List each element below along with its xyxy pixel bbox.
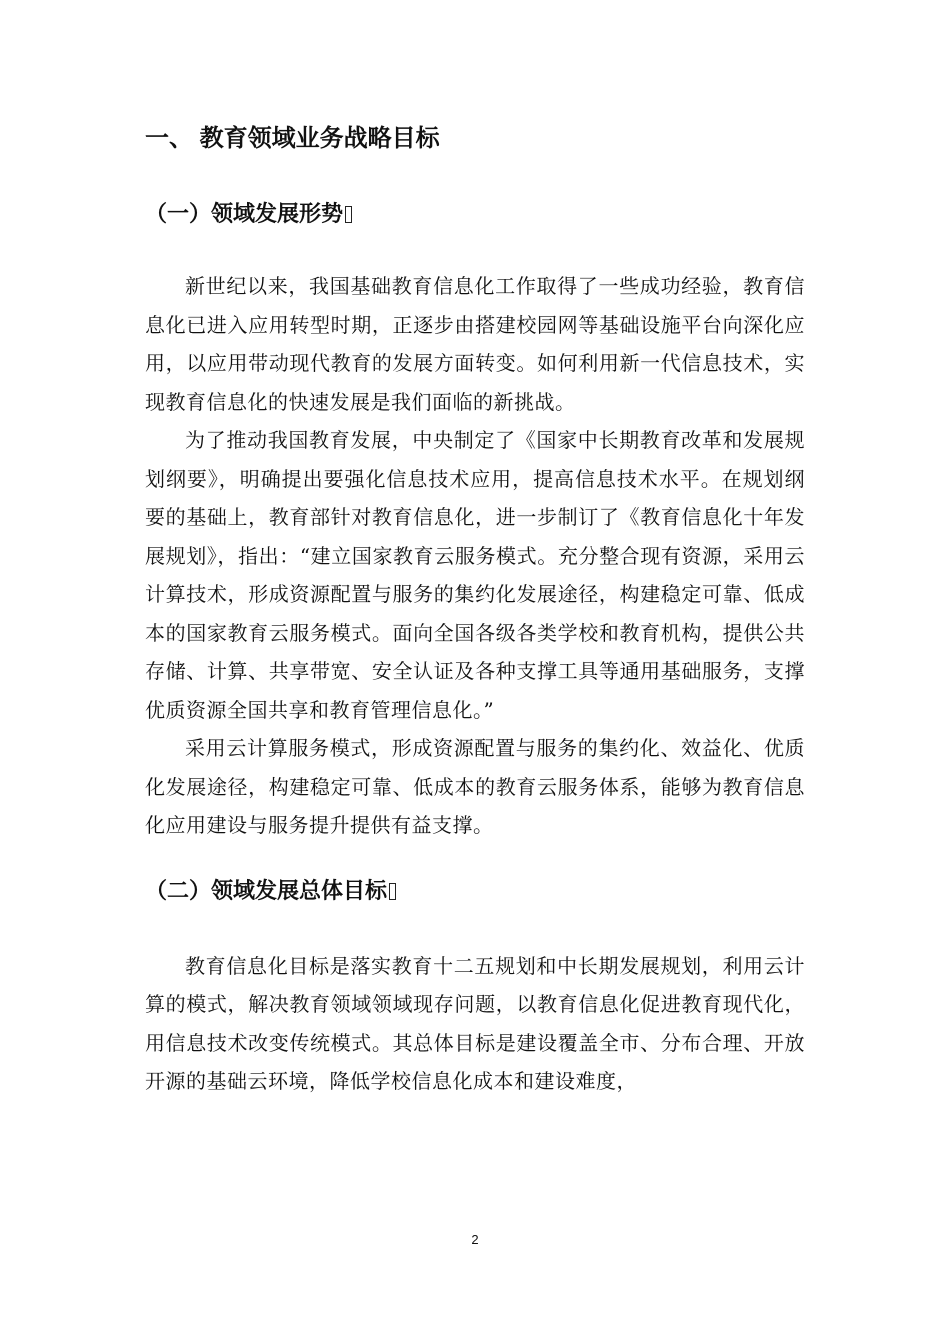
section-heading-1 <box>145 198 805 230</box>
section-heading-2 <box>145 875 805 907</box>
page-number: 2 <box>471 1232 479 1247</box>
section-2-body <box>145 947 805 1101</box>
paragraph: 采用云计算服务模式，形成资源配置与服务的集约化、效益化、优质化发展途径，构建稳定可靠、低成本的教育云服务体系，能够为教育信息化应用建设与服务提升提供有益支撑。 <box>145 736 805 837</box>
chapter-heading: 一、 教育领域业务战略目标 <box>145 125 440 152</box>
section-1-body <box>145 267 805 845</box>
section-heading-2-text: （二）领域发展总体目标 <box>145 877 388 903</box>
paragraph: 为了推动我国教育发展，中央制定了《国家中长期教育改革和发展规划纲要》，明确提出要强化信息技术应用，提高信息技术水平。在规划纲要的基础上，教育部针对教育信息化，进一步制订了《教育信息化十年发展规划》，指出：“建立国家教育云服务模式。充分整合现有资源，采用云计算技术，形成资源配置与服务的集约化发展途径，构建稳定可靠、低成本的国家教育云服务模式。面向全国各级各类学校和教育机构，提供公共存储、计算、共享带宽、安全认证及各种支撑工具等通用基础服务，支撑优质资源全国共享和教育管理信息化。” <box>145 428 805 722</box>
document-body <box>145 122 805 1101</box>
missing-glyph-box-icon <box>345 206 352 223</box>
missing-glyph-box-icon <box>389 883 396 900</box>
paragraph: 教育信息化目标是落实教育十二五规划和中长期发展规划，利用云计算的模式，解决教育领域领域现存问题，以教育信息化促进教育现代化，用信息技术改变传统模式。其总体目标是建设覆盖全市、分布合理、开放开源的基础云环境，降低学校信息化成本和建设难度， <box>145 953 805 1093</box>
section-heading-1-text: （一）领域发展形势 <box>145 201 344 226</box>
paragraph: 新世纪以来，我国基础教育信息化工作取得了一些成功经验，教育信息化已进入应用转型时期，正逐步由搭建校园网等基础设施平台向深化应用，以应用带动现代教育的发展方面转变。如何利用新一代信息技术，实现教育信息化的快速发展是我们面临的新挑战。 <box>145 274 805 414</box>
